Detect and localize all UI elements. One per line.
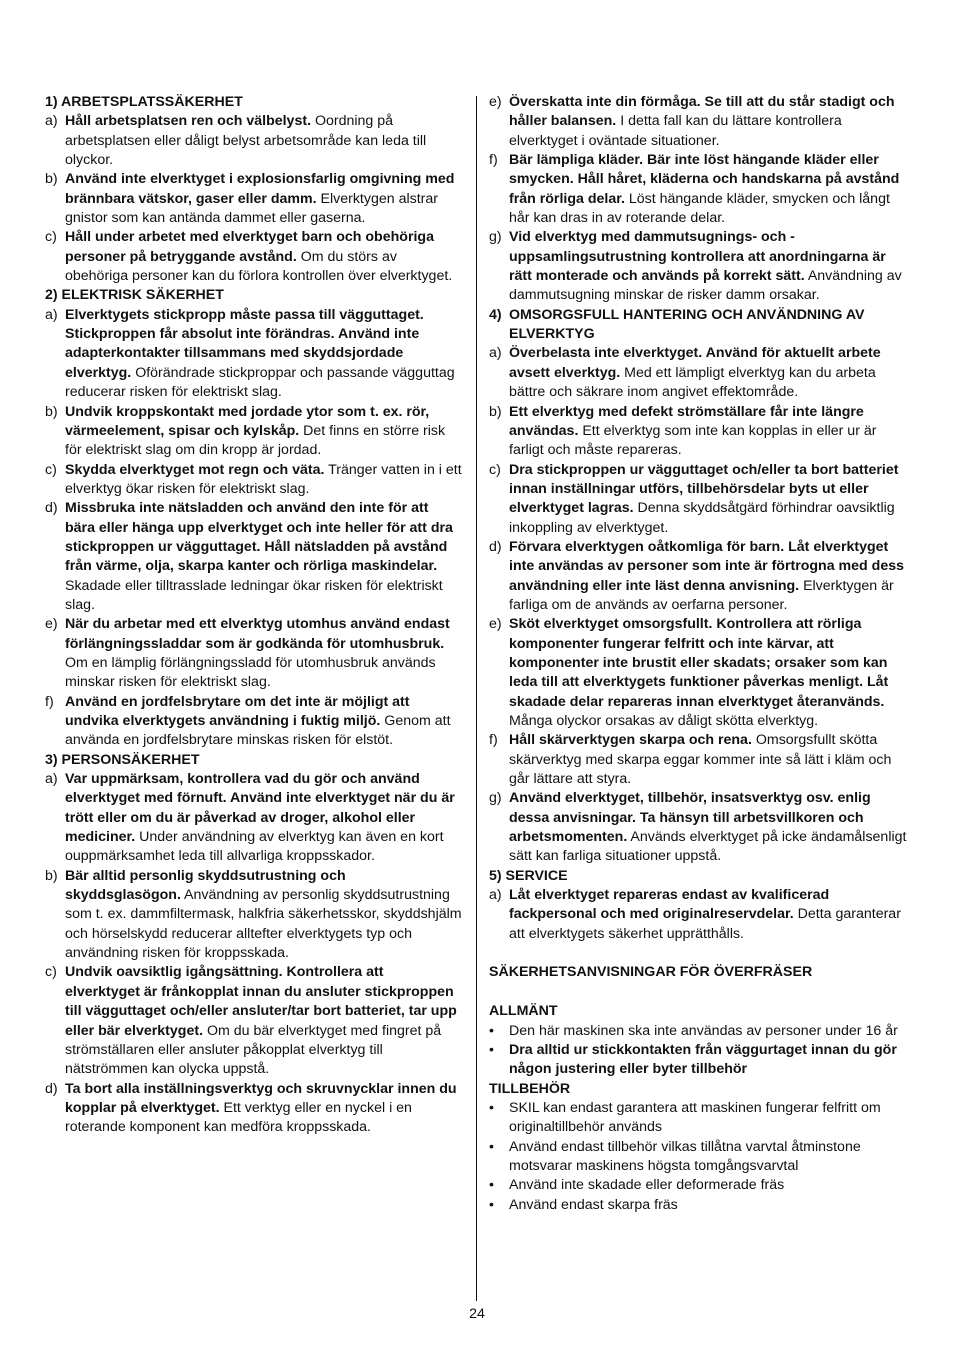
spacer xyxy=(489,983,909,1002)
list-personal-safety-continued xyxy=(489,93,909,306)
list-item xyxy=(489,344,909,402)
item-marker: c) xyxy=(489,461,501,478)
item-marker: d) xyxy=(45,1080,58,1097)
item-regular-text: I detta fall kan du lättare kontrollera elverktyget i oväntade situationer. xyxy=(509,113,842,149)
list-accessories xyxy=(489,1099,909,1215)
item-regular-text: Den här maskinen ska inte användas av personer under 16 år xyxy=(509,1022,898,1039)
item-bold-text: Överbelasta inte elverktyget. Använd för aktuellt arbete avsett elverktyg. xyxy=(509,345,881,381)
list-item xyxy=(489,731,909,789)
item-regular-text: Om du bär elverktyget med fingret på strömställaren eller ansluter påkopplat elverktyg till nätströmmen kan olycka uppstå. xyxy=(65,1022,442,1078)
list-item xyxy=(489,1176,909,1195)
item-bold-text: Håll skärverktygen skarpa och rena. xyxy=(509,732,752,749)
item-marker: • xyxy=(489,1196,494,1213)
section-title: OMSORGSFULL HANTERING OCH ANVÄNDNING AV ELVERKTYG xyxy=(509,306,865,343)
item-regular-text: SKIL kan endast garantera att maskinen fungerar felfritt om originaltillbehör används xyxy=(509,1099,881,1136)
list-personal-safety xyxy=(45,770,462,1138)
item-bold-text: Dra stickproppen ur vägguttaget och/eller ta bort batteriet innan inställningar utförs, tillbehörsdelar byts ut eller elverktyget lagras. xyxy=(509,461,899,517)
item-regular-text: Många olyckor orsakas av dåligt skötta elverktyg. xyxy=(509,713,819,729)
item-marker: a) xyxy=(45,771,58,788)
item-marker: a) xyxy=(489,345,502,362)
item-text xyxy=(509,731,909,789)
item-text xyxy=(65,112,462,170)
item-text xyxy=(65,770,462,867)
item-bold-text: Undvik kroppskontakt med jordade ytor som t. ex. rör, värmeelement, spisar och kylskåp. xyxy=(65,403,430,439)
item-regular-text: Ett elverktyg som inte kan kopplas in eller ur är farligt och måste repareras. xyxy=(509,422,877,459)
item-bold-text: Ta bort alla inställningsverktyg och skruvnycklar innen du kopplar på elverktyget. xyxy=(65,1080,457,1116)
item-text xyxy=(509,1138,909,1177)
list-item xyxy=(45,963,462,1079)
item-bold-text: Sköt elverktyget omsorgsfullt. Kontrollera att rörliga komponenter fungerar felfritt och inte kärvar, att komponenter inte brustit eller skadats; orsaker som kan leda till att elverktygets funktioner påverkas menligt. Låt skadade delar repareras innan elverktyget återanvänds. xyxy=(509,616,889,710)
item-regular-text: Använd endast skarpa fräs xyxy=(509,1196,678,1213)
item-marker: • xyxy=(489,1099,494,1116)
list-item xyxy=(489,1041,909,1080)
item-marker: • xyxy=(489,1177,494,1194)
item-bold-text: Var uppmärksam, kontrollera vad du gör och använd elverktyget med förnuft. Använd inte elverktyget när du är trött eller om du är påverkad av droger, alkohol eller mediciner. xyxy=(65,771,455,846)
item-marker: • xyxy=(489,1022,494,1039)
list-item xyxy=(45,867,462,964)
item-regular-text: Användning av dammutsugning minskar de risker damm orsakar. xyxy=(509,268,902,304)
item-marker: b) xyxy=(489,403,502,420)
item-marker: e) xyxy=(489,616,502,633)
list-item xyxy=(489,403,909,461)
item-text xyxy=(509,93,909,151)
item-marker: d) xyxy=(489,538,502,555)
list-item xyxy=(489,615,909,731)
item-regular-text: Om du störs av obehöriga personer kan du förlora kontrollen över elverktyget. xyxy=(65,248,453,285)
section-heading-tool-use xyxy=(489,306,909,345)
section-number: 4) xyxy=(489,306,502,323)
item-regular-text: Om en lämplig förlängningssladd för utomhusbruk används minskar risken för elektriskt slag. xyxy=(65,654,436,691)
item-marker: c) xyxy=(45,461,57,478)
spacer xyxy=(489,944,909,963)
item-text xyxy=(509,1196,909,1215)
item-regular-text: Ett verktyg eller en nyckel i en roterande komponent kan medföra kroppsskada. xyxy=(65,1099,412,1136)
item-marker: f) xyxy=(45,693,54,710)
item-regular-text: Det finns en större risk för elektriskt slag om din kropp är jordad. xyxy=(65,422,446,459)
item-marker: • xyxy=(489,1138,494,1155)
item-regular-text: Löst hängande kläder, smycken och långt hår kan dras in av roterande delar. xyxy=(509,190,890,227)
item-marker: b) xyxy=(45,171,58,188)
item-text xyxy=(509,789,909,866)
item-text xyxy=(65,867,462,964)
item-text xyxy=(65,693,462,751)
list-item xyxy=(45,112,462,170)
item-regular-text: Använd endast tillbehör vilkas tillåtna varvtal åtminstone motsvarar maskinens högsta tomgångsvarvtal xyxy=(509,1138,861,1174)
item-marker: g) xyxy=(489,229,502,246)
item-bold-text: Undvik oavsiktlig igångsättning. Kontrollera att elverktyget är frånkopplat innan du ansluter stickproppen till vägguttaget och/eller ansluter/tar bort batteriet, tar upp eller bär elverktyget. xyxy=(65,964,457,1039)
section-heading-workplace-safety: 1) ARBETSPLATSSÄKERHET xyxy=(45,94,243,110)
item-regular-text: Användning av personlig skyddsutrustning som t. ex. dammfiltermask, halkfria säkerhetsskor, skyddshjälm och hörselskydd reducerar alltefter elverktygets typ och användning risken för kroppsskada. xyxy=(65,887,462,962)
item-text xyxy=(65,461,462,500)
item-regular-text: Detta garanterar att elverktygets säkerhet upprätthålls. xyxy=(509,906,901,942)
item-bold-text: Låt elverktyget repareras endast av kvalificerad fackpersonal och med originalreservdelar. xyxy=(509,887,830,923)
list-electrical-safety xyxy=(45,306,462,751)
list-item xyxy=(45,499,462,615)
item-text xyxy=(65,170,462,228)
list-item xyxy=(489,461,909,538)
list-tool-use xyxy=(489,344,909,866)
list-item xyxy=(489,93,909,151)
list-item xyxy=(45,461,462,500)
item-text xyxy=(509,151,909,228)
column-divider xyxy=(476,96,477,1301)
item-text xyxy=(65,963,462,1079)
list-general xyxy=(489,1022,909,1080)
item-marker: b) xyxy=(45,403,58,420)
right-column xyxy=(489,93,909,1215)
list-item xyxy=(45,306,462,403)
list-item xyxy=(45,1080,462,1138)
section-heading-service: 5) SERVICE xyxy=(489,867,568,884)
item-text xyxy=(509,403,909,461)
item-marker: c) xyxy=(45,229,57,246)
page-number: 24 xyxy=(469,1306,485,1322)
item-text xyxy=(65,499,462,615)
item-text xyxy=(509,538,909,615)
item-marker: d) xyxy=(45,500,58,517)
item-marker: f) xyxy=(489,152,498,169)
item-regular-text: Tränger vatten in i ett elverktyg ökar risken för elektriskt slag. xyxy=(65,461,462,497)
item-bold-text: Håll arbetsplatsen ren och välbelyst. xyxy=(65,113,312,130)
left-column xyxy=(45,93,462,1138)
heading-accessories: TILLBEHÖR xyxy=(489,1080,571,1097)
item-text xyxy=(509,1022,909,1041)
item-marker: g) xyxy=(489,790,502,807)
item-text xyxy=(509,344,909,402)
list-item xyxy=(489,538,909,615)
list-item xyxy=(489,1138,909,1177)
item-bold-text: När du arbetar med ett elverktyg utomhus använd endast förlängningssladdar som är godkända för utomhusbruk. xyxy=(65,616,450,652)
item-regular-text: Med ett lämpligt elverktyg kan du arbeta bättre och säkrare inom angivet effektområde. xyxy=(509,364,876,401)
heading-router-safety: SÄKERHETSANVISNINGAR FÖR ÖVERFRÄSER xyxy=(489,964,813,981)
item-bold-text: Bär lämpliga kläder. Bär inte löst hängande kläder eller smycken. Håll håret, kläderna och handskarna på avstånd från rörliga delar. xyxy=(509,152,900,207)
section-heading-personal-safety: 3) PERSONSÄKERHET xyxy=(45,751,200,768)
section-heading-electrical-safety: 2) ELEKTRISK SÄKERHET xyxy=(45,287,224,304)
item-regular-text: Elverktygen är farliga om de används av oerfarna personer. xyxy=(509,577,894,613)
item-bold-text: Överskatta inte din förmåga. Se till att du står stadigt och håller balansen. xyxy=(509,94,895,130)
item-bold-text: Använd inte elverktyget i explosionsfarlig omgivning med brännbara vätskor, gaser eller damm. xyxy=(65,171,455,207)
item-regular-text: Oförändrade stickproppar och passande vägguttag reducerar risken för elektriskt slag. xyxy=(65,364,455,401)
item-bold-text: Missbruka inte nätsladden och använd den inte för att bära eller hänga upp elverktyget och inte heller för att dra stickproppen ur vägguttaget. Håll nätsladden på avstånd från värme, olja, skarpa kanter och rörliga maskindelar. xyxy=(65,500,453,575)
list-item xyxy=(489,886,909,944)
item-bold-text: Ett elverktyg med defekt strömställare får inte längre användas. xyxy=(509,403,864,439)
item-text xyxy=(509,228,909,305)
item-marker: b) xyxy=(45,867,58,884)
item-bold-text: Dra alltid ur stickkontakten från väggurtaget innan du gör någon justering eller byter tillbehör xyxy=(509,1041,897,1078)
item-marker: a) xyxy=(45,306,58,323)
item-regular-text: Används elverktyget på icke ändamålsenligt sätt kan farliga situationer uppstå. xyxy=(509,829,907,865)
item-regular-text: Skadade eller tilltrasslade ledningar ökar risken för elektriskt slag. xyxy=(65,577,443,613)
item-bold-text: Använd en jordfelsbrytare om det inte är möjligt att undvika elverktygets användning i fuktig miljö. xyxy=(65,693,410,729)
item-text xyxy=(509,1099,909,1138)
item-bold-text: Bär alltid personlig skyddsutrustning och skyddsglasögon. xyxy=(65,867,346,904)
item-text xyxy=(65,228,462,286)
item-marker: e) xyxy=(489,94,502,110)
item-regular-text: Omsorgsfullt skötta skärverktyg med skarpa eggar kommer inte så lätt i kläm och går lättare att styra. xyxy=(509,732,892,788)
item-regular-text: Genom att använda en jordfelsbrytare minskas risken för elstöt. xyxy=(65,713,451,749)
list-item xyxy=(45,228,462,286)
item-text xyxy=(65,403,462,461)
item-regular-text: Under användning av elverktyg kan även en kort ouppmärksamhet leda till allvarliga kroppsskador. xyxy=(65,829,444,865)
item-marker: a) xyxy=(45,113,58,130)
list-item xyxy=(489,228,909,305)
list-item xyxy=(489,1099,909,1138)
item-regular-text: Elverktygen alstrar gnistor som kan antända dammet eller gaserna. xyxy=(65,190,438,227)
item-marker: c) xyxy=(45,964,57,981)
list-item xyxy=(45,170,462,228)
list-item xyxy=(45,403,462,461)
item-text xyxy=(65,1080,462,1138)
item-marker: f) xyxy=(489,732,498,749)
list-item xyxy=(45,770,462,867)
list-service xyxy=(489,886,909,944)
item-bold-text: Skydda elverktyget mot regn och väta. xyxy=(65,461,325,478)
list-item xyxy=(489,1022,909,1041)
item-text xyxy=(509,615,909,731)
heading-general: ALLMÄNT xyxy=(489,1003,558,1020)
item-bold-text: Håll under arbetet med elverktyget barn och obehöriga personer på betryggande avstånd. xyxy=(65,229,434,265)
item-bold-text: Vid elverktyg med dammutsugnings- och -uppsamlingsutrustning kontrollera att anordningarna är rätt monterade och används på korrekt sätt. xyxy=(509,229,886,285)
item-marker: • xyxy=(489,1041,494,1058)
item-regular-text: Oordning på arbetsplatsen eller dåligt belyst arbetsområde kan leda till olyckor. xyxy=(65,113,427,169)
item-bold-text: Förvara elverktygen oåtkomliga för barn. Låt elverktyget inte användas av personer som inte är förtrogna med dess användning eller inte läst denna anvisning. xyxy=(509,538,905,594)
item-regular-text: Denna skyddsåtgärd förhindrar oavsiktlig inkoppling av elverktyget. xyxy=(509,500,895,536)
item-marker: a) xyxy=(489,887,502,904)
list-item xyxy=(489,789,909,866)
list-item xyxy=(489,1196,909,1215)
list-workplace-safety xyxy=(45,112,462,286)
item-text xyxy=(509,1041,909,1080)
item-marker: e) xyxy=(45,616,58,633)
list-item xyxy=(45,693,462,751)
item-text xyxy=(509,1176,909,1195)
list-item xyxy=(45,615,462,692)
item-text xyxy=(509,461,909,538)
item-bold-text: Använd elverktyget, tillbehör, insatsverktyg osv. enlig dessa anvisningar. Ta hänsyn till arbetsvillkoren och arbetsmomenten. xyxy=(509,790,871,846)
item-bold-text: Elverktygets stickpropp måste passa till vägguttaget. Stickproppen får absolut inte förändras. Använd inte adapterkontakter tillsammans med skyddsjordade elverktyg. xyxy=(65,306,424,381)
item-regular-text: Använd inte skadade eller deformerade fräs xyxy=(509,1177,785,1194)
item-text xyxy=(65,306,462,403)
item-text xyxy=(65,615,462,692)
item-text xyxy=(509,886,909,944)
list-item xyxy=(489,151,909,228)
